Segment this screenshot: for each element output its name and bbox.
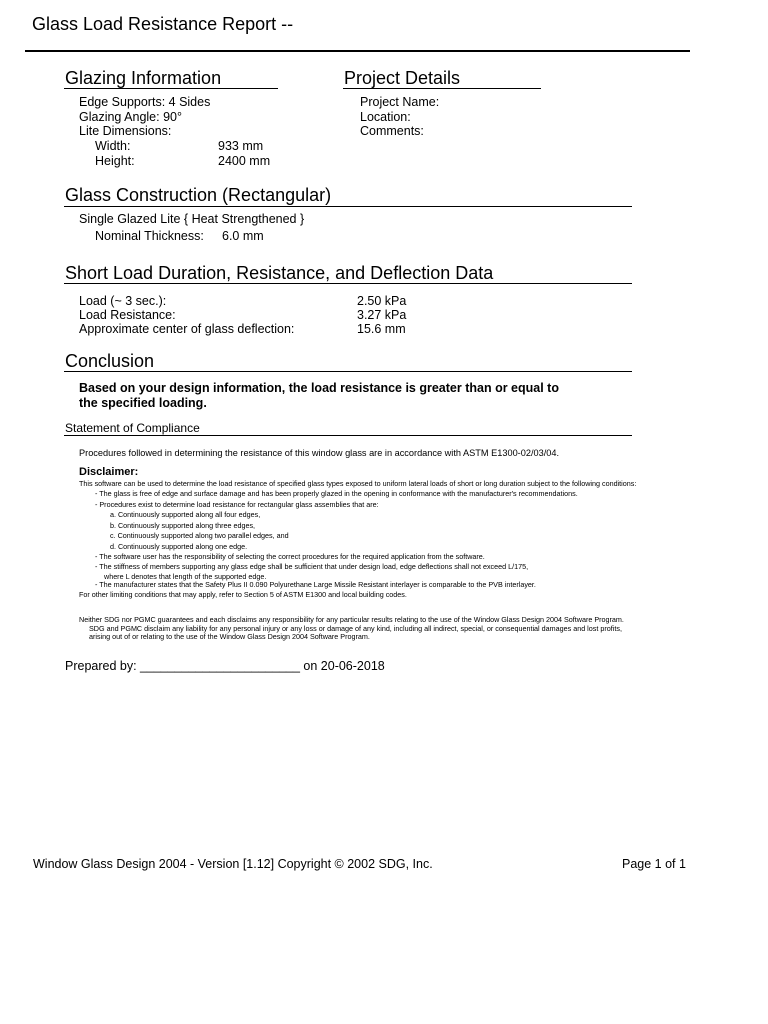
glazing-heading: Glazing Information [65,68,222,88]
conclusion-line-2: the specified loading. [79,396,207,410]
location-label: Location: [360,110,411,124]
resistance-label: Load Resistance: [79,308,176,322]
disclaimer-line: - Procedures exist to determine load resistance for rectangular glass assemblies that are: [95,500,379,509]
conclusion-heading: Conclusion [65,351,155,371]
disclaimer-line: c. Continuously supported along two parallel edges, and [110,531,289,540]
conclusion-heading-rule [64,371,632,372]
page-number: Page 1 of 1 [622,857,686,871]
height-value: 2400 mm [218,154,271,168]
footer-copyright: Window Glass Design 2004 - Version [1.12] Copyright © 2002 SDG, Inc. [33,857,433,871]
disclaimer-line: - The stiffness of members supporting any glass edge shall be sufficient that under design load, edge deflections shall not exceed L/175, [95,562,529,571]
load-label: Load (~ 3 sec.): [79,294,167,308]
compliance-heading-rule [64,435,632,436]
deflection-value: 15.6 mm [357,322,406,336]
load-value: 2.50 kPa [357,294,407,308]
disclaimer-line: This software can be used to determine the load resistance of specified glass types exposed to uniform lateral loads of short or long duration subject to the following conditions: [79,479,637,488]
deflection-label: Approximate center of glass deflection: [79,322,295,336]
title-divider [25,50,690,52]
project-name-label: Project Name: [360,95,440,109]
edge-supports: Edge Supports: 4 Sides [79,95,211,109]
report-title: Glass Load Resistance Report -- [32,14,294,34]
disclaimer-line: - The manufacturer states that the Safety Plus II 0.090 Polyurethane Large Missile Resistant interlayer is comparable to the PVB interlayer. [95,580,536,589]
liability-line: arising out of or relating to the use of the Window Glass Design 2004 Software Program. [89,632,370,641]
liability-line: SDG and PGMC disclaim any liability for any personal injury or any loss or damage of any kind, including all indirect, special, or consequential damages and lost profits, [89,624,622,633]
load-data-heading-rule [64,283,632,284]
disclaimer-line: where L denotes that length of the supported edge. [104,572,267,581]
compliance-text: Procedures followed in determining the resistance of this window glass are in accordance with ASTM E1300-02/03/04. [79,448,560,458]
disclaimer-line: a. Continuously supported along all four edges, [110,510,261,519]
construction-heading-rule [64,206,632,207]
height-label: Height: [95,154,135,168]
thickness-label: Nominal Thickness: [95,229,204,243]
thickness-value: 6.0 mm [222,229,264,243]
resistance-value: 3.27 kPa [357,308,407,322]
glazing-heading-rule [64,88,278,89]
glazing-angle: Glazing Angle: 90° [79,110,182,124]
project-heading-rule [343,88,541,89]
project-heading: Project Details [344,68,461,88]
lite-dimensions: Lite Dimensions: [79,124,172,138]
disclaimer-line: d. Continuously supported along one edge. [110,542,248,551]
width-value: 933 mm [218,139,264,153]
compliance-heading: Statement of Compliance [65,421,200,435]
conclusion-line-1: Based on your design information, the load resistance is greater than or equal to [79,381,559,395]
disclaimer-heading: Disclaimer: [79,466,139,478]
disclaimer-line: For other limiting conditions that may apply, refer to Section 5 of ASTM E1300 and local building codes. [79,590,407,599]
load-data-heading: Short Load Duration, Resistance, and Deflection Data [65,263,494,283]
disclaimer-line: - The glass is free of edge and surface damage and has been properly glazed in the opening in conformance with the manufacturer's recommendations. [95,489,578,498]
disclaimer-line: - The software user has the responsibility of selecting the correct procedures for the required application from the software. [95,552,485,561]
prepared-by: Prepared by: _______________________ on 20-06-2018 [65,659,385,673]
lite-type: Single Glazed Lite { Heat Strengthened } [79,212,305,226]
width-label: Width: [95,139,131,153]
disclaimer-line: b. Continuously supported along three edges, [110,521,256,530]
construction-heading: Glass Construction (Rectangular) [65,185,332,205]
comments-label: Comments: [360,124,424,138]
liability-line: Neither SDG nor PGMC guarantees and each disclaims any responsibility for any particular results relating to the use of the Window Glass Design 2004 Software Program. [79,615,624,624]
